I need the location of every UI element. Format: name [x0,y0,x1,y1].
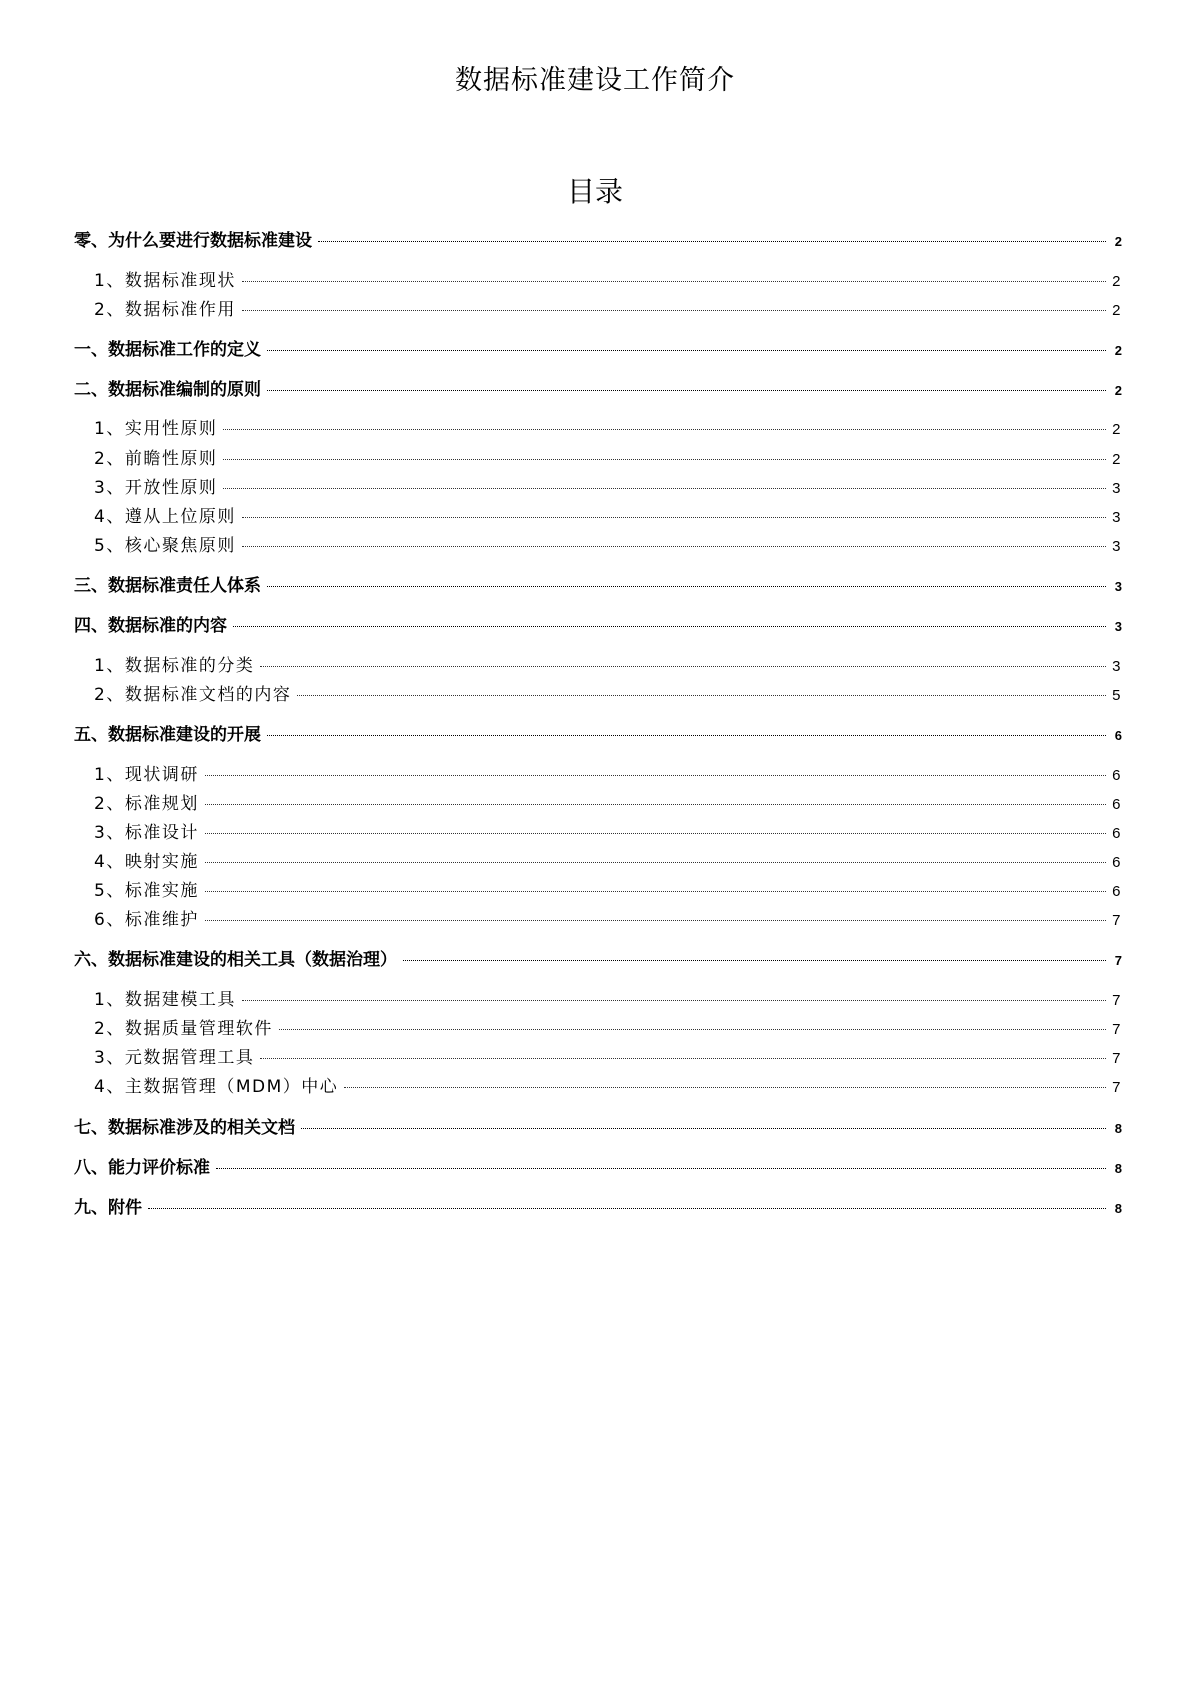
toc-section-entry[interactable] [74,1157,1122,1180]
toc-section-entry[interactable] [74,379,1122,402]
toc-entry-label: 2、数据标准文档的内容 [94,685,292,705]
table-of-contents [74,0,1122,1683]
toc-entry-label: 2、数据标准作用 [94,300,236,320]
toc-page-number: 3 [1112,509,1122,526]
toc-entry-label: 3、标准设计 [94,823,199,843]
toc-dot-leader [267,735,1106,736]
toc-page-number: 6 [1112,796,1122,813]
toc-page-number: 7 [1112,992,1122,1009]
toc-page-number: 6 [1112,825,1122,842]
toc-subsection-entry[interactable] [74,477,1122,500]
toc-dot-leader [260,1058,1106,1059]
toc-subsection-entry[interactable] [74,880,1122,903]
toc-dot-leader [260,666,1106,667]
toc-entry-label: 五、数据标准建设的开展 [74,725,261,745]
toc-dot-leader [216,1168,1106,1169]
toc-page-number: 8 [1114,1121,1122,1136]
toc-dot-leader [242,310,1106,311]
toc-dot-leader [344,1087,1106,1088]
toc-page-number: 2 [1112,451,1122,468]
toc-dot-leader [205,804,1106,805]
toc-entry-label: 1、现状调研 [94,765,199,785]
toc-page-number: 2 [1112,302,1122,319]
toc-subsection-entry[interactable] [74,448,1122,471]
toc-subsection-entry[interactable] [74,822,1122,845]
toc-subsection-entry[interactable] [74,989,1122,1012]
toc-entry-label: 6、标准维护 [94,910,199,930]
toc-dot-leader [223,459,1106,460]
toc-entry-label: 2、数据质量管理软件 [94,1019,273,1039]
toc-entry-label: 2、标准规划 [94,794,199,814]
toc-page-number: 7 [1114,953,1122,968]
toc-entry-label: 3、开放性原则 [94,478,218,498]
toc-entry-label: 4、映射实施 [94,852,199,872]
toc-entry-label: 1、数据建模工具 [94,990,236,1010]
toc-dot-leader [148,1208,1106,1209]
toc-page-number: 2 [1112,421,1122,438]
toc-entry-label: 四、数据标准的内容 [74,616,227,636]
toc-dot-leader [242,1000,1106,1001]
toc-dot-leader [279,1029,1106,1030]
toc-section-entry[interactable] [74,949,1122,972]
toc-entry-label: 5、标准实施 [94,881,199,901]
toc-entry-label: 二、数据标准编制的原则 [74,380,261,400]
toc-dot-leader [205,862,1106,863]
toc-page-number: 6 [1112,767,1122,784]
toc-page-number: 8 [1114,1161,1122,1176]
toc-dot-leader [223,429,1106,430]
toc-dot-leader [297,695,1106,696]
toc-entry-label: 八、能力评价标准 [74,1158,210,1178]
toc-entry-label: 4、主数据管理（MDM）中心 [94,1077,339,1097]
toc-subsection-entry[interactable] [74,1047,1122,1070]
toc-dot-leader [205,775,1106,776]
toc-dot-leader [205,833,1106,834]
toc-heading: 目录 [566,175,623,208]
toc-page-number: 6 [1114,728,1122,743]
toc-page-number: 7 [1112,1079,1122,1096]
toc-entry-label: 零、为什么要进行数据标准建设 [74,231,312,251]
document-title: 数据标准建设工作简介 [455,65,735,96]
toc-subsection-entry[interactable] [74,270,1122,293]
toc-dot-leader [205,920,1106,921]
toc-section-entry[interactable] [74,615,1122,638]
toc-entry-label: 九、附件 [74,1198,142,1218]
toc-page-number: 2 [1114,234,1122,249]
toc-page-number: 2 [1114,343,1122,358]
toc-entry-label: 2、前瞻性原则 [94,449,218,469]
toc-subsection-entry[interactable] [74,909,1122,932]
toc-entry-label: 1、实用性原则 [94,419,218,439]
toc-subsection-entry[interactable] [74,851,1122,874]
toc-section-entry[interactable] [74,230,1122,253]
toc-section-entry[interactable] [74,339,1122,362]
toc-subsection-entry[interactable] [74,793,1122,816]
toc-section-entry[interactable] [74,1197,1122,1220]
toc-entry-label: 4、遵从上位原则 [94,507,236,527]
toc-subsection-entry[interactable] [74,1018,1122,1041]
toc-page-number: 3 [1114,579,1122,594]
toc-subsection-entry[interactable] [74,418,1122,441]
toc-subsection-entry[interactable] [74,764,1122,787]
toc-page-number: 2 [1114,383,1122,398]
toc-subsection-entry[interactable] [74,506,1122,529]
toc-page-number: 8 [1114,1201,1122,1216]
toc-entry-label: 1、数据标准现状 [94,271,236,291]
toc-dot-leader [301,1128,1106,1129]
toc-page-number: 3 [1114,619,1122,634]
toc-page-number: 3 [1112,658,1122,675]
toc-dot-leader [267,586,1106,587]
toc-page-number: 6 [1112,883,1122,900]
toc-section-entry[interactable] [74,575,1122,598]
toc-dot-leader [267,390,1106,391]
toc-dot-leader [242,517,1106,518]
toc-page-number: 2 [1112,273,1122,290]
toc-dot-leader [242,546,1106,547]
toc-entry-label: 3、元数据管理工具 [94,1048,255,1068]
toc-subsection-entry[interactable] [74,655,1122,678]
toc-entry-label: 一、数据标准工作的定义 [74,340,261,360]
toc-page-number: 7 [1112,1050,1122,1067]
toc-dot-leader [242,281,1106,282]
toc-page-number: 3 [1112,480,1122,497]
toc-section-entry[interactable] [74,724,1122,747]
toc-page-number: 7 [1112,912,1122,929]
toc-page-number: 6 [1112,854,1122,871]
toc-dot-leader [267,350,1106,351]
toc-page-number: 3 [1112,538,1122,555]
toc-subsection-entry[interactable] [74,684,1122,707]
toc-dot-leader [403,960,1106,961]
toc-page-number: 5 [1112,687,1122,704]
toc-dot-leader [223,488,1106,489]
toc-dot-leader [205,891,1106,892]
toc-entry-label: 5、核心聚焦原则 [94,536,236,556]
toc-dot-leader [233,626,1106,627]
toc-subsection-entry[interactable] [74,299,1122,322]
toc-subsection-entry[interactable] [74,535,1122,558]
toc-entry-label: 1、数据标准的分类 [94,656,255,676]
toc-entry-label: 六、数据标准建设的相关工具（数据治理） [74,950,397,970]
toc-page-number: 7 [1112,1021,1122,1038]
toc-dot-leader [318,241,1106,242]
toc-subsection-entry[interactable] [74,1076,1122,1099]
toc-entry-label: 七、数据标准涉及的相关文档 [74,1118,295,1138]
toc-entry-label: 三、数据标准责任人体系 [74,576,261,596]
toc-section-entry[interactable] [74,1117,1122,1140]
